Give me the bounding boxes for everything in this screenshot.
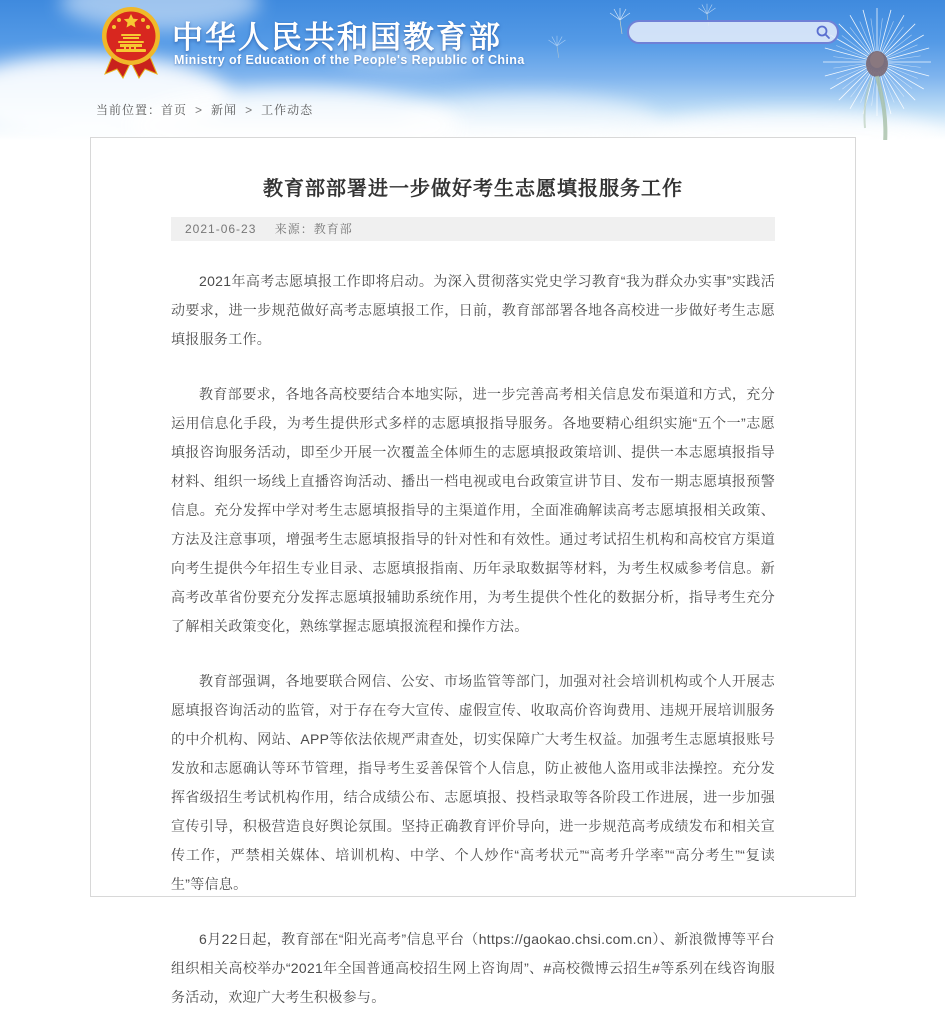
site-subtitle: Ministry of Education of the People's Republic of China (174, 53, 525, 67)
article-source-label: 来源： (274, 222, 314, 236)
breadcrumb (96, 101, 313, 118)
breadcrumb-label: 当前位置： (96, 103, 162, 117)
site-header (0, 0, 945, 140)
national-emblem-icon (98, 6, 164, 82)
search-input[interactable] (639, 24, 815, 40)
search-button[interactable] (815, 24, 831, 40)
article-date: 2021-06-23 (185, 222, 257, 236)
article-paragraph: 2021年高考志愿填报工作即将启动。为深入贯彻落实党史学习教育“我为群众办实事”实践活动要求，进一步规范做好高考志愿填报工作，日前，教育部部署各地各高校进一步做好考生志愿填报服务工作。 (171, 273, 775, 347)
breadcrumb-separator: > (245, 103, 254, 117)
article-body (171, 267, 775, 1012)
article-paragraph: 教育部要求，各地各高校要结合本地实际，进一步完善高考相关信息发布渠道和方式，充分运用信息化手段，为考生提供形式多样的志愿填报指导服务。各地要精心组织实施“五个一”志愿填报咨询服务活动，即至少开展一次覆盖全体师生的志愿填报政策培训、提供一本志愿填报指导材料、组织一场线上直播咨询活动、播出一档电视或电台政策宣讲节目、发布一期志愿填报预警信息。充分发挥中学对考生志愿填报指导的主渠道作用，全面准确解读高考志愿填报相关政策、方法及注意事项，增强考生志愿填报指导的针对性和有效性。通过考试招生机构和高校官方渠道向考生提供今年招生专业目录、志愿填报指南、历年录取数据等材料，为考生权威参考信息。新高考改革省份要充分发挥志愿填报辅助系统作用，为考生提供个性化的数据分析，指导考生充分了解相关政策变化，熟练掌握志愿填报流程和操作方法。 (171, 386, 775, 634)
article-title: 教育部部署进一步做好考生志愿填报服务工作 (263, 178, 683, 200)
breadcrumb-separator: > (195, 103, 204, 117)
breadcrumb-link-news[interactable]: 新闻 (211, 103, 238, 117)
article-paragraph: 6月22日起，教育部在“阳光高考”信息平台（https://gaokao.chsi.com.cn）、新浪微博等平台组织相关高校举办“2021年全国普通高校招生网上咨询周”、#高校微博云招生#等系列在线咨询服务活动，欢迎广大考生积极参与。 (171, 931, 775, 1005)
site-title: 中华人民共和国教育部 (172, 20, 502, 55)
search-bar (627, 20, 839, 44)
article-card (90, 137, 856, 1005)
article-meta-bar (171, 217, 775, 241)
search-icon (815, 24, 831, 40)
article-paragraph: 教育部强调，各地要联合网信、公安、市场监管等部门，加强对社会培训机构或个人开展志愿填报咨询活动的监管，对于存在夸大宣传、虚假宣传、收取高价咨询费用、违规开展培训服务的中介机构、网站、APP等依法依规严肃查处，切实保障广大考生权益。加强考生志愿填报账号发放和志愿确认等环节管理，指导考生妥善保管个人信息，防止被他人盗用或非法操控。充分发挥省级招生考试机构作用，结合成绩公布、志愿填报、投档录取等各阶段工作进展，进一步加强宣传引导，积极营造良好舆论氛围。坚持正确教育评价导向，进一步规范高考成绩发布和相关宣传工作，严禁相关媒体、培训机构、中学、个人炒作“高考状元”“高考升学率”“高分考生”“复读生”等信息。 (171, 673, 775, 892)
breadcrumb-link-work-news[interactable]: 工作动态 (261, 103, 314, 117)
breadcrumb-link-home[interactable]: 首页 (161, 103, 188, 117)
article-source: 教育部 (313, 222, 353, 236)
dandelion-seed-icon (540, 34, 574, 68)
